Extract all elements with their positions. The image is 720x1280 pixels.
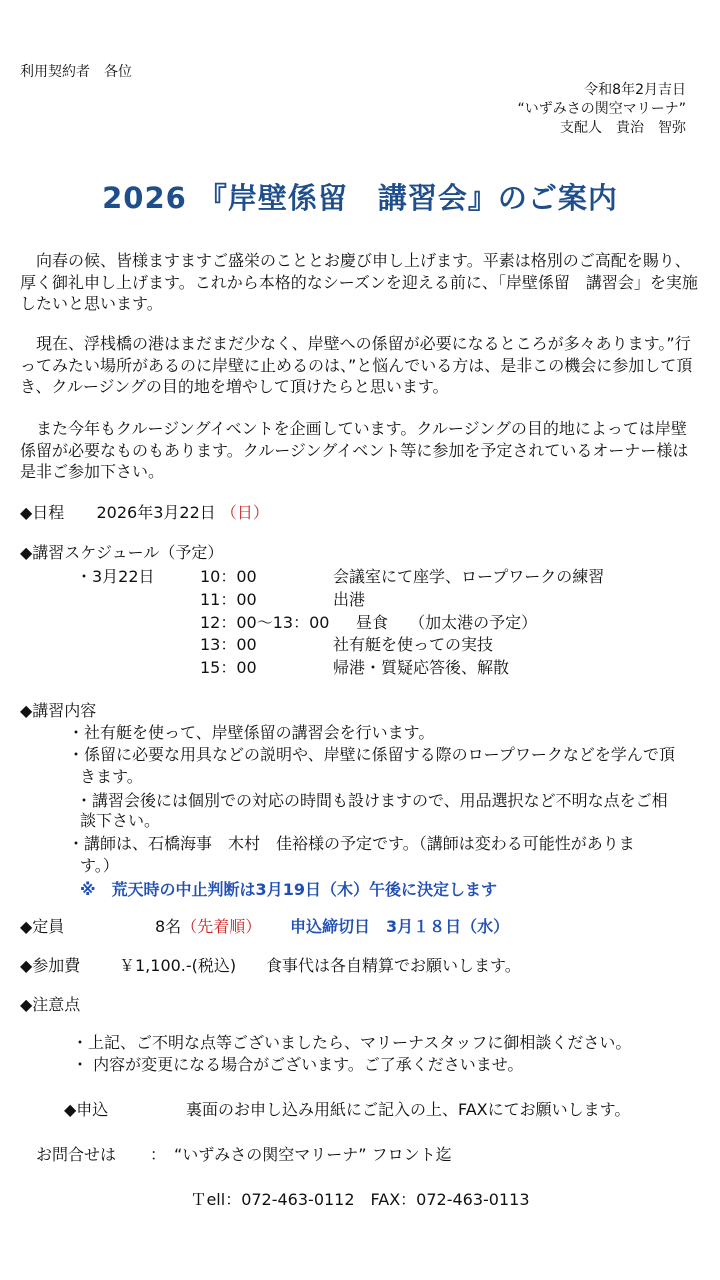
schedule-day: （日） <box>220 503 269 522</box>
fee-note: 食事代は各自精算でお願いします。 <box>266 956 521 975</box>
program-desc: 昼食 （加太港の予定） <box>356 613 538 632</box>
program-label: ◆講習スケジュール（予定） <box>20 543 224 562</box>
contact-text: “いずみさの関空マリーナ” フロント迄 <box>174 1145 452 1164</box>
schedule-row <box>20 500 269 523</box>
capacity-row <box>155 914 261 937</box>
apply-text: 裏面のお申し込み用紙にご記入の上、FAXにてお願いします。 <box>186 1100 631 1119</box>
program-time: 15：00 <box>200 658 257 677</box>
content-item: ・講習会後には個別での対応の時間も設けますので、用品選択など不明な点をご相 <box>76 791 668 810</box>
cautions-label: ◆注意点 <box>20 995 81 1014</box>
program-time: 10：00 <box>200 567 257 586</box>
caution-item: ・ 内容が変更になる場合がございます。ご了承くださいませ。 <box>72 1055 524 1074</box>
weather-notice: ※ 荒天時の中止判断は3月19日（木）午後に決定します <box>80 880 497 899</box>
background-paragraph: 現在、浮桟橋の港はまだまだ少なく、岸壁への係留が必要になるところが多々あります。”行ってみたい場所があるのに岸壁に止めるのは、”と悩んでいる方は、是非この機会に参加して頂き、クルージングの目的地を増やして頂けたらと思います。 <box>20 334 693 396</box>
application-deadline: 申込締切日 3月１８日（水） <box>290 917 510 936</box>
schedule-date: 2026年3月22日 <box>96 503 216 522</box>
addressee: 利用契約者 各位 <box>20 64 132 80</box>
fee-label: ◆参加費 <box>20 956 81 975</box>
event-paragraph: また今年もクルージングイベントを企画しています。クルージングの目的地によっては岸壁係留が必要なものもあります。クルージングイベント等に参加を予定されているオーナー様は是非ご参加下さい。 <box>20 419 689 481</box>
schedule-label: ◆日程 <box>20 503 65 522</box>
content-item-continued: 談下さい。 <box>80 811 161 830</box>
program-time: 13：00 <box>200 635 257 654</box>
program-desc: 会議室にて座学、ロープワークの練習 <box>333 567 605 586</box>
capacity-value: 8名 <box>155 917 182 936</box>
content-label: ◆講習内容 <box>20 701 97 720</box>
caution-item: ・上記、ご不明な点等ございましたら、マリーナスタッフに御相談ください。 <box>72 1033 632 1052</box>
sender-name: 支配人 貴治 智弥 <box>560 120 686 136</box>
intro-paragraph: 向春の候、皆様ますますご盛栄のこととお慶び申し上げます。平素は格別のご高配を賜り、厚く御礼申し上げます。これから本格的なシーズンを迎える前に、「岸壁係留 講習会」を実施したいと思います。 <box>20 251 698 313</box>
contact-phone-fax: Ｔell：072-463-0112 FAX：072-463-0113 <box>190 1190 530 1209</box>
fee-value: ￥1,100.-(税込) <box>119 956 237 975</box>
content-item-continued: す。） <box>80 856 119 875</box>
content-item-continued: きます。 <box>80 767 143 786</box>
program-desc: 帰港・質疑応答後、解散 <box>333 658 510 677</box>
capacity-label: ◆定員 <box>20 917 65 936</box>
capacity-note: （先着順） <box>181 917 262 936</box>
program-desc: 出港 <box>333 590 366 609</box>
page-title: 2026 『岸壁係留 講習会』のご案内 <box>102 181 618 215</box>
content-item: ・係留に必要な用具などの説明や、岸壁に係留する際のロープワークなどを学んで頂 <box>68 745 675 764</box>
issue-date: 令和8年2月吉日 <box>584 82 686 98</box>
program-time: 11：00 <box>200 590 257 609</box>
organization-name: “いずみさの関空マリーナ” <box>517 101 686 117</box>
contact-colon: ： <box>150 1145 167 1164</box>
program-time: 12：00～13：00 <box>200 613 330 632</box>
contact-label: お問合せは <box>36 1145 117 1164</box>
content-item: ・講師は、石橋海事 木村 佳裕様の予定です。（講師は変わる可能性がありま <box>68 834 635 853</box>
apply-label: ◆申込 <box>64 1100 109 1119</box>
program-desc: 社有艇を使っての実技 <box>333 635 494 654</box>
program-date-label: ・3月22日 <box>76 567 155 586</box>
content-item: ・社有艇を使って、岸壁係留の講習会を行います。 <box>68 723 435 742</box>
